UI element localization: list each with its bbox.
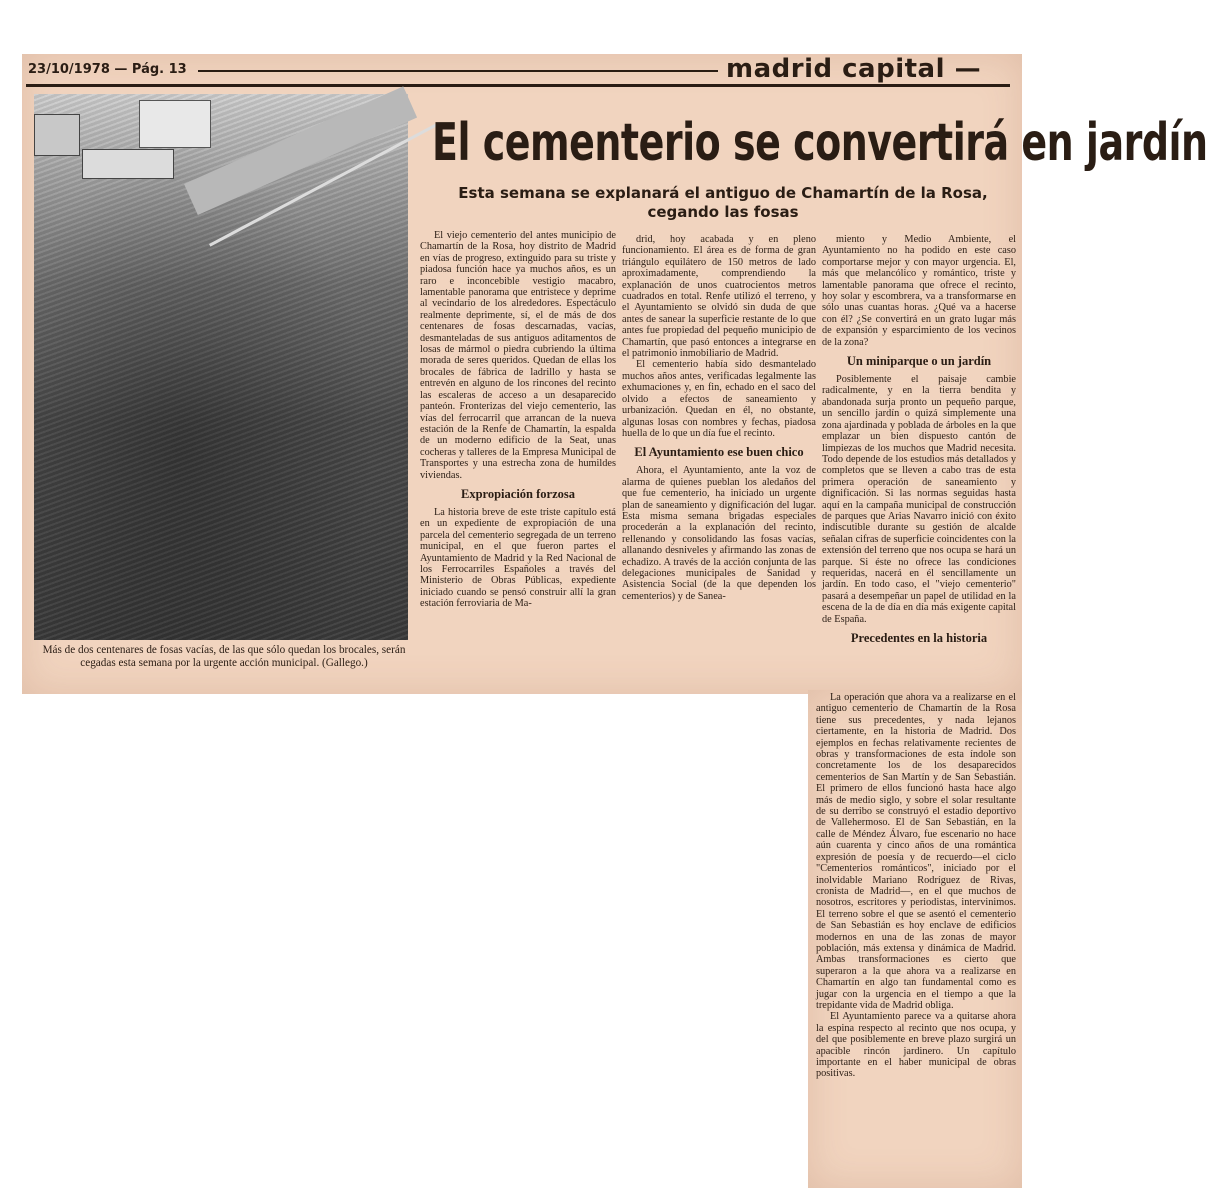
photo-building [139,100,211,148]
section-heading: El Ayuntamiento ese buen chico [634,445,804,460]
article-column-1 [420,230,616,692]
article-column-4 [816,692,1016,1186]
paragraph: Ahora, el Ayuntamiento, ante la voz de alarma de quienes pueblan los aledaños del que fue cementerio, ha iniciado un urgente plan de saneamiento y dignificación del lugar. Esta misma semana brigadas especiales procederán a la explanación del recinto, rellenando y consolidando las fosas vacías, allanando desniveles y afirmando las zonas de echadizo. A través de la acción conjunta de las delegaciones municipales de Sanidad y Asistencia Social (de la que dependen los cementerios) y de Sanea- [622,465,816,602]
paragraph: miento y Medio Ambiente, el Ayuntamiento no ha podido en este caso comportarse mejor y con mayor urgencia. El, más que melancólico y romántico, triste y lamentable panorama que ofrece el recinto, hoy solar y escombrera, va a transformarse en sólo unas cuantas horas. ¿Qué va a hacerse con él? ¿Se convertirá en un grato lugar más de expansión y esparcimiento de los vecinos de la zona? [822,234,1016,348]
section-heading: Precedentes en la historia [850,631,988,645]
section-heading: Expropiación forzosa [460,486,575,501]
paragraph: Posiblemente el paisaje cambie radicalmente, y en la tierra bendita y abandonada surja pronto un pequeño parque, un sencillo jardín o quizá simplemente una zona ajardinada y poblada de árboles en la que emplazar un bien dispuesto cantón de limpiezas de los muchos que Madrid necesita. Todo depende de los estudios más detallados y completos que se lleven a cabo tras de esta primera operación de saneamiento y dignificación. Si las normas seguidas hasta aquí en la campaña municipal de construcción de parques que Arias Navarro inició con éxito indiscutible durante su gestión de alcalde señalan cifras de superficie coincidentes con la extensión del terreno que nos ocupa se hará un parque. Si éste no ofrece las condiciones requeridas, nacerá en él sencillamente un jardín. En todo caso, el "viejo cementerio" pasará a desempeñar un papel de utilidad en la escena de la de día en día más exigente capital de España. [822,374,1016,625]
headline: El cementerio se convertirá en jardín [432,112,1208,173]
subheadline: Esta semana se explanará el antiguo de Chamartín de la Rosa, cegando las fosas [458,184,988,221]
cemetery-aerial-photo [34,94,408,640]
paragraph: El viejo cementerio del antes municipio de Chamartín de la Rosa, hoy distrito de Madrid en vías de progreso, extinguido para su triste y piadosa función hace ya muchos años, es un raro e inconcebible vestigio macabro, lamentable panorama que entristece y deprime al vecindario de los alrededores. Espectáculo realmente deprimente, sí, el de más de dos centenares de fosas descarnadas, vacías, desmanteladas de sus antiguos aditamentos de losas de mármol o piedra cubriendo la última morada de seres queridos. Quedan de ellas los brocales de fábrica de ladrillo y hasta se entrevén en alguno de los rincones del recinto las escaleras de acceso a un desaparecido panteón. Fronterizas del viejo cementerio, las vías del ferrocarril que arrancan de la nueva estación de la Renfe de Chamartín, la espalda de un moderno edificio de la Seat, unas cocheras y talleres de la Empresa Municipal de Transportes y una estrecha zona de humildes viviendas. [420,230,616,481]
paragraph: El cementerio había sido desmantelado muchos años antes, verificadas legalmente las exhumaciones y, en fin, echado en el saco del olvido a efectos de saneamiento y urbanización. Quedan en él, no obstante, algunas losas con nombres y fechas, piadosa huella de lo que un día fue el recinto. [622,359,816,439]
paragraph: drid, hoy acabada y en pleno funcionamiento. El área es de forma de gran triángulo equilátero de 150 metros de lado aproximadamente, comprendiendo la explanación de unos cuatrocientos metros cuadrados en total. Renfe utilizó el terreno, y el Ayuntamiento se olvidó sin duda de que antes de sanear la superficie restante de lo que antes fue propiedad del pequeño municipio de Chamartín, que pasó entonces a integrarse en el patrimonio inmobiliario de Madrid. [622,234,816,360]
paragraph: La operación que ahora va a realizarse en el antiguo cementerio de Chamartín de la Rosa tiene sus precedentes, y nada lejanos ciertamente, en la historia de Madrid. Dos ejemplos en fechas relativamente recientes de obras y transformaciones de esta índole son concretamente los de los desaparecidos cementerios de San Martín y de San Sebastián. El primero de ellos funcionó hasta hace algo más de medio siglo, y sobre el solar resultante de su derribo se construyó el estadio deportivo de Vallehermoso. El de San Sebastián, en la calle de Méndez Álvaro, fue escenario no hace aún cuarenta y cinco años de una romántica expresión de poesía y de recuerdo—el ciclo "Cementerios románticos", iniciado por el inolvidable Mariano Rodríguez de Rivas, cronista de Madrid—, en el que muchos de nosotros, escritores y periodistas, intervinimos. El terreno sobre el que se asentó el cementerio de San Sebastián es hoy enclave de edificios modernos en una de las zonas de mayor población, más extensa y dinámica de Madrid. Ambas transformaciones es cierto que superaron a la que ahora va a realizarse en Chamartín en algo tan fundamental como es jugar con la urgencia en el tiempo a que la trepidante vida de Madrid obliga. [816,692,1016,1011]
date-page-label: 23/10/1978 — Pág. 13 [28,62,187,77]
section-heading: Un miniparque o un jardín [846,354,992,369]
paragraph: El Ayuntamiento parece va a quitarse ahora la espina respecto al recinto que nos ocupa, y del que posiblemente en breve plazo surgirá un apacible rincón jardinero. Un capítulo importante en el haber municipal de obras positivas. [816,1011,1016,1080]
photo-building [82,149,174,179]
photo-building [34,114,80,156]
section-title: madrid capital — [726,54,982,84]
header-rule-bottom [26,84,1010,87]
photo-caption: Más de dos centenares de fosas vacías, de las que sólo quedan los brocales, serán cegadas esta semana por la urgente acción municipal. (Gallego.) [42,644,406,669]
paragraph: La historia breve de este triste capítulo está en un expediente de expropiación de una parcela del cementerio segregada de un terreno municipal, en el que fueron partes el Ayuntamiento de Madrid y la Red Nacional de los Ferrocarriles Españoles a través del Ministerio de Obras Públicas, expediente iniciado cuando se pensó construir allí la gran estación ferroviaria de Ma- [420,506,616,610]
article-column-3 [822,234,1016,692]
header-rule-left [198,70,718,72]
article-column-2 [622,234,816,692]
